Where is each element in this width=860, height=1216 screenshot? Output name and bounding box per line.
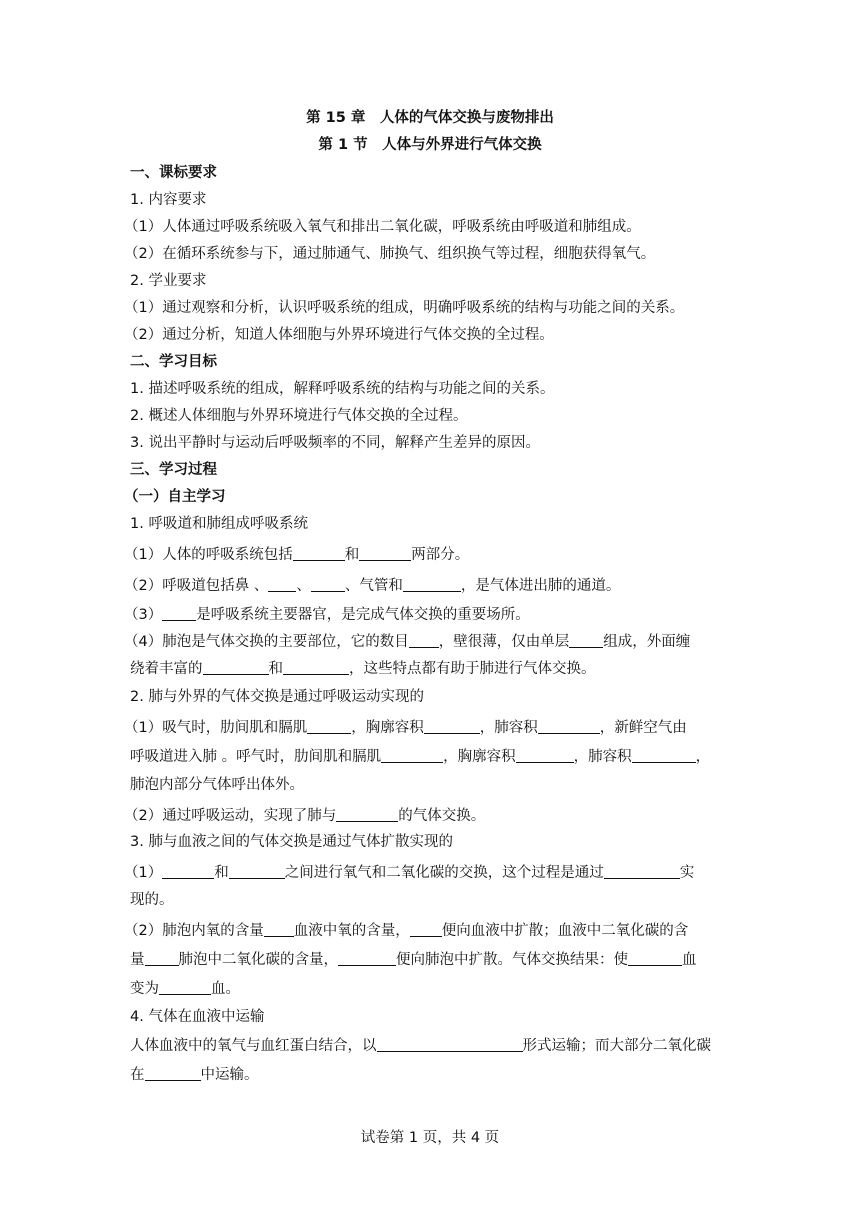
blank[interactable] [632,747,696,763]
question-3-1-line2: 现的。 [130,892,174,908]
question-3-2-line2: 量 肺泡中二氧化碳的含量， 便向肺泡中扩散。气体交换结果：使 血 [130,952,697,968]
question-1-3: （3） 是呼吸系统主要器官，是完成气体交换的重要场所。 [124,607,530,623]
content-req-heading: 1. 内容要求 [130,192,207,208]
blank[interactable] [628,950,682,966]
blank[interactable] [538,718,600,734]
page-footer: 试卷第 1 页，共 4 页 [360,1130,500,1146]
blank[interactable] [604,863,680,879]
blank[interactable] [268,576,296,592]
content-req-1: （1）人体通过呼吸系统吸入氧气和排出二氧化碳，呼吸系统由呼吸道和肺组成。 [124,219,641,235]
heading-goals: 二、学习目标 [130,354,217,370]
blank[interactable] [569,632,603,648]
heading-self-study: （一）自主学习 [124,489,226,505]
blank[interactable] [409,632,439,648]
academic-req-1: （1）通过观察和分析，认识呼吸系统的组成，明确呼吸系统的结构与功能之间的关系。 [124,300,685,316]
question-3-2-line3: 变为 血。 [130,981,240,997]
academic-req-heading: 2. 学业要求 [130,273,207,289]
blank[interactable] [338,950,396,966]
blank[interactable] [293,545,345,561]
chapter-title: 第 15 章 人体的气体交换与废物排出 [306,110,554,126]
blank[interactable] [229,863,285,879]
question-1-2: （2）呼吸道包括鼻 、 、 、气管和 ，是气体进出肺的通道。 [124,578,621,594]
question-1-4-line2: 绕着丰富的 和 ，这些特点都有助于肺进行气体交换。 [130,661,596,677]
topic-4-heading: 4. 气体在血液中运输 [130,1009,265,1025]
question-4-line1: 人体血液中的氧气与血红蛋白结合，以 形式运输；而大部分二氧化碳 [130,1038,711,1054]
blank[interactable] [145,950,179,966]
goal-3: 3. 说出平静时与运动后呼吸频率的不同，解释产生差异的原因。 [130,435,540,451]
question-4-line2: 在 中运输。 [130,1067,259,1083]
blank[interactable] [162,605,196,621]
blank[interactable] [203,659,269,675]
content-req-2: （2）在循环系统参与下，通过肺通气、肺换气、组织换气等过程，细胞获得氧气。 [124,246,656,262]
blank[interactable] [516,747,574,763]
heading-curriculum: 一、课标要求 [130,165,217,181]
blank[interactable] [377,1036,523,1052]
blank[interactable] [410,921,442,937]
topic-1-heading: 1. 呼吸道和肺组成呼吸系统 [130,516,308,532]
question-1-1: （1）人体的呼吸系统包括 和 两部分。 [124,547,470,563]
question-2-1-line3: 肺泡内部分气体呼出体外。 [130,777,304,793]
blank[interactable] [336,806,398,822]
question-1-4-line1: （4）肺泡是气体交换的主要部位，它的数目 ，壁很薄，仅由单层 组成，外面缠 [124,634,691,650]
section-title: 第 1 节 人体与外界进行气体交换 [318,137,542,153]
blank[interactable] [311,576,345,592]
blank[interactable] [403,576,461,592]
blank[interactable] [424,718,480,734]
question-3-2-line1: （2）肺泡内氧的含量 血液中氧的含量， 便向血液中扩散；血液中二氧化碳的含 [124,923,689,939]
topic-2-heading: 2. 肺与外界的气体交换是通过呼吸运动实现的 [130,689,424,705]
blank[interactable] [359,545,411,561]
question-2-1-line2: 呼吸道进入肺 。呼气时，肋间肌和膈肌 ，胸廓容积 ，肺容积 ， [130,749,711,765]
blank[interactable] [264,921,294,937]
question-2-2: （2）通过呼吸运动，实现了肺与 的气体交换。 [124,808,486,824]
question-3-1-line1: （1） 和 之间进行氧气和二氧化碳的交换，这个过程是通过 实 [124,865,695,881]
topic-3-heading: 3. 肺与血液之间的气体交换是通过气体扩散实现的 [130,834,453,850]
blank[interactable] [283,659,349,675]
academic-req-2: （2）通过分析，知道人体细胞与外界环境进行气体交换的全过程。 [124,327,554,343]
heading-process: 三、学习过程 [130,462,217,478]
blank[interactable] [381,747,443,763]
blank[interactable] [162,863,214,879]
blank[interactable] [145,1065,201,1081]
blank[interactable] [307,718,351,734]
question-2-1-line1: （1）吸气时，肋间肌和膈肌 ，胸廓容积 ，肺容积 ，新鲜空气由 [124,720,687,736]
goal-2: 2. 概述人体细胞与外界环境进行气体交换的全过程。 [130,408,468,424]
goal-1: 1. 描述呼吸系统的组成，解释呼吸系统的结构与功能之间的关系。 [130,381,555,397]
blank[interactable] [159,979,211,995]
